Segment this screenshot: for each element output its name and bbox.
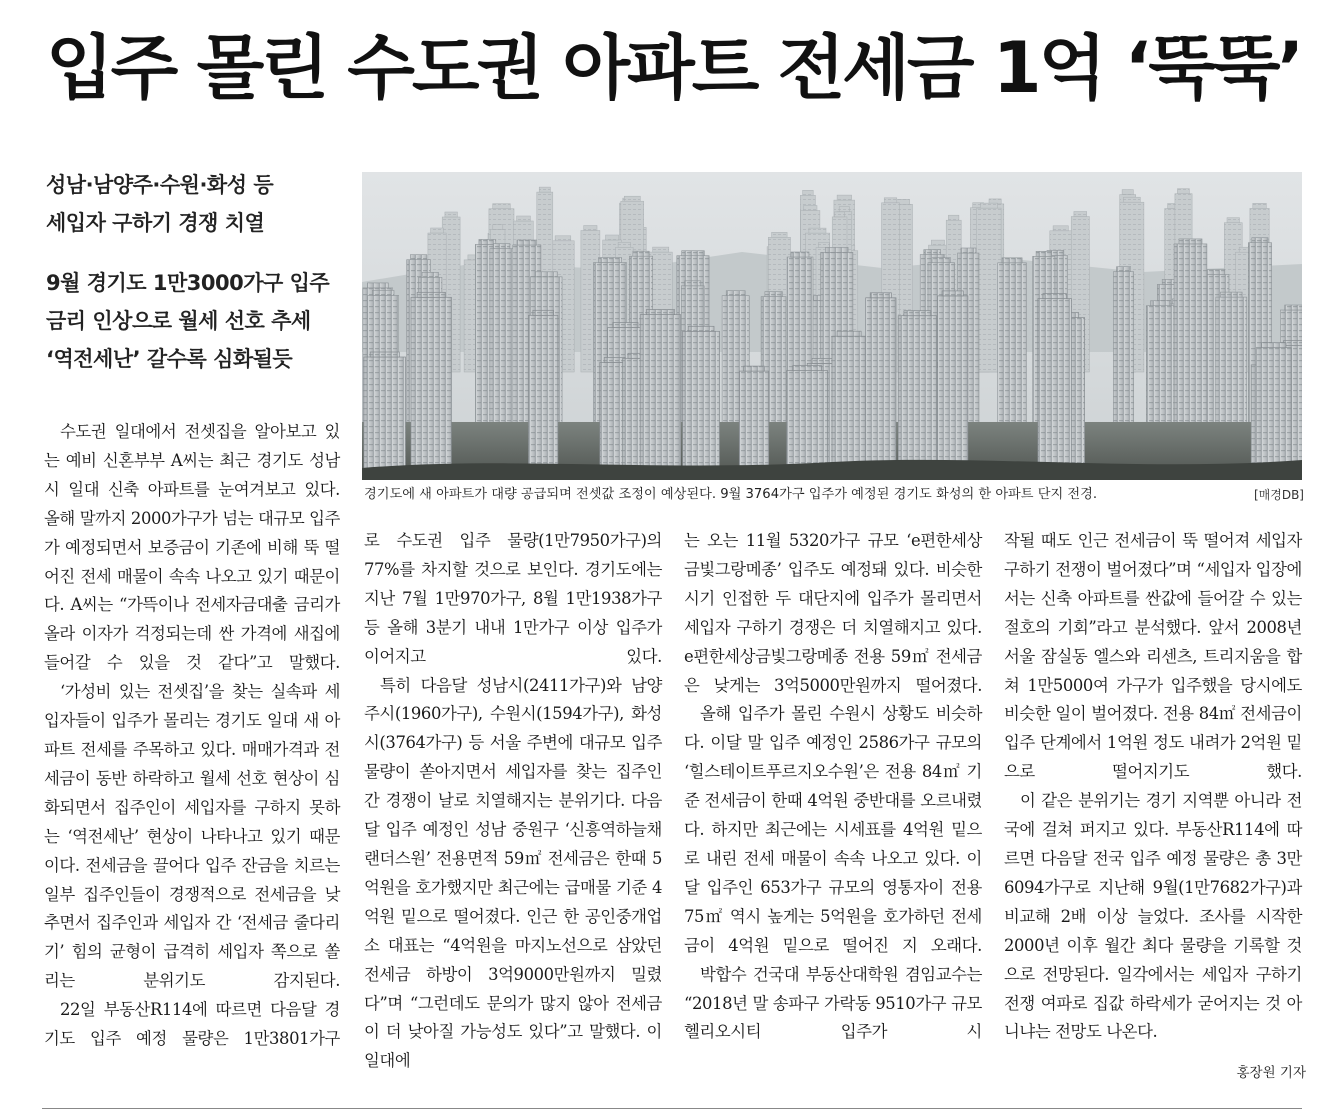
tower-roof bbox=[422, 272, 438, 277]
apartment-tower bbox=[490, 249, 514, 432]
apartment-tower bbox=[898, 316, 936, 472]
tower-roof bbox=[493, 225, 503, 230]
tower-roof bbox=[791, 252, 809, 257]
tower-roof bbox=[410, 255, 427, 260]
tower-roof bbox=[1122, 190, 1133, 195]
tower-roof bbox=[1179, 239, 1202, 244]
apartment-tower bbox=[640, 315, 680, 472]
tower-roof bbox=[804, 206, 818, 211]
tower-roof bbox=[624, 196, 640, 201]
tower-roof bbox=[372, 290, 394, 295]
paragraph: 22일 부동산R114에 따르면 다음달 경기도 입주 예정 물량은 1만3801가구 bbox=[44, 1000, 340, 1049]
tower-roof bbox=[1117, 267, 1131, 272]
tower-roof bbox=[1002, 258, 1022, 263]
tower-roof bbox=[932, 258, 951, 263]
tower-roof bbox=[445, 212, 458, 217]
paragraph: 올해 입주가 몰린 수원시 상황도 비슷하다. 이달 말 입주 예정인 2586가구 규모의 ‘힐스테이트푸르지오수원’은 전용 84㎡ 기준 전세금이 한때 4억원 중반대를 오르내렸다. 하지만 최근에는 시세표를 4억원 밑으로 내린 전세 매물이 속속 나오고 있다. 이달 입주인 653가구 규모의 영통자이 전용 75㎡ 역시 높게는 5억원을 호가하던 전세금이 4억원 밑으로 떨어진 지 오래다. bbox=[684, 704, 982, 955]
subhead-line: ‘역전세난’ 갈수록 심화될듯 bbox=[46, 347, 293, 371]
tower-roof bbox=[772, 232, 788, 237]
tower-roof bbox=[1262, 343, 1287, 348]
apartment-tower bbox=[364, 357, 406, 472]
tower-roof bbox=[539, 187, 550, 192]
tower-roof bbox=[904, 311, 931, 316]
tower-roof bbox=[604, 358, 625, 363]
tower-roof bbox=[646, 310, 674, 315]
tower-roof bbox=[931, 240, 944, 245]
apartment-tower bbox=[1113, 272, 1133, 432]
tower-roof bbox=[367, 283, 388, 288]
tower-roof bbox=[517, 216, 531, 221]
tower-roof bbox=[744, 366, 765, 371]
article-column-2 bbox=[364, 527, 662, 1076]
tower-roof bbox=[606, 235, 619, 240]
tower-roof bbox=[837, 195, 852, 200]
tower-roof bbox=[618, 242, 630, 247]
tower-roof bbox=[653, 247, 669, 252]
subhead-line: 세입자 구하기 경쟁 치열 bbox=[46, 211, 265, 235]
tower-roof bbox=[613, 323, 638, 328]
paragraph: 이 같은 분위기는 경기 지역뿐 아니라 전국에 걸쳐 퍼지고 있다. 부동산R114에 따르면 다음달 전국 입주 예정 물량은 총 3만6094가구로 지난해 9월(1만7682가구)과 비교해 2배 이상 늘었다. 조사를 시작한 2000년 이후 월간 최다 물량을 기록할 것으로 전망된다. 일각에서는 세입자 구하기 전쟁 여파로 집값 하락세가 굳어지는 것 아니냐는 전망도 나온다. bbox=[1004, 791, 1302, 1042]
tower-roof bbox=[809, 228, 826, 233]
tower-roof bbox=[812, 358, 835, 363]
tower-roof bbox=[1053, 226, 1068, 231]
subheads bbox=[46, 166, 346, 378]
tower-roof bbox=[924, 250, 941, 255]
tower-roof bbox=[1036, 251, 1052, 256]
tower-roof bbox=[1123, 197, 1140, 202]
article-column-3 bbox=[684, 527, 982, 1047]
subhead-line: 성남·남양주·수원·화성 등 bbox=[46, 173, 274, 197]
tower-roof bbox=[793, 366, 822, 371]
subhead-line: 9월 경기도 1만3000가구 입주 bbox=[46, 271, 330, 295]
article-column-1 bbox=[44, 418, 340, 1054]
paragraph: 수도권 일대에서 전셋집을 알아보고 있는 예비 신혼부부 A씨는 최근 경기도 성남시 일대 신축 아파트를 눈여겨보고 있다. 올해 말까지 2000가구가 넘는 대규모 입주가 예정되면서 보증금이 기존에 비해 뚝 떨어진 전세 매물이 속속 나오고 있기 때문이다. A씨는 “가뜩이나 전세자금대출 금리가 올라 이자가 걱정되는데 싼 가격에 새집에 들어갈 수 있을 것 같다”고 말했다. bbox=[44, 422, 340, 673]
tower-roof bbox=[803, 190, 814, 195]
tower-roof bbox=[726, 291, 745, 296]
tower-roof bbox=[535, 272, 557, 277]
apartment-complex-photo bbox=[362, 172, 1302, 480]
apartment-tower bbox=[529, 315, 558, 472]
tower-roof bbox=[1253, 203, 1267, 208]
apartment-tower bbox=[938, 296, 968, 472]
tower-roof bbox=[1074, 212, 1087, 217]
caption-text: 경기도에 새 아파트가 대량 공급되며 전셋값 조정이 예상된다. 9월 3764가구 입주가 예정된 경기도 화성의 한 아파트 단지 전경. bbox=[364, 487, 1098, 502]
apartment-tower bbox=[739, 371, 768, 472]
tower-roof bbox=[1252, 238, 1268, 243]
paragraph: 특히 다음달 성남시(2411가구)와 남양주시(1960가구), 수원시(1594가구), 화성시(3764가구) 등 서울 주변에 대규모 입주 물량이 쏟아지면서 세입자를 찾는 집주인 간 경쟁이 날로 치열해지는 분위기다. 다음달 입주 예정인 성남 중원구 ‘신흥역하늘채랜더스원’ 전용면적 59㎡ 전세금은 한때 5억원을 호가했지만 최근에는 급매물 기준 4억원 밑으로 떨어졌다. 인근 한 공인중개업소 대표는 “4억원을 마지노선으로 삼았던 전세금 하방이 3억9000만원까지 밀렸다”며 “그런데도 문의가 많지 않아 전세금이 더 낮아질 가능성도 있다”고 말했다. 이 일대에 bbox=[364, 675, 662, 1071]
tower-roof bbox=[980, 203, 997, 208]
tower-roof bbox=[688, 326, 714, 331]
paragraph: 박합수 건국대 부동산대학원 겸임교수는 “2018년 말 송파구 가락동 9510가구 규모 헬리오시티 입주가 시 bbox=[684, 964, 982, 1042]
tower-roof bbox=[948, 215, 959, 220]
paragraph: ‘가성비 있는 전셋집’을 찾는 실속파 세입자들이 입주가 몰리는 경기도 일대 새 아파트 전세를 주목하고 있다. 매매가격과 전세금이 동반 하락하고 월세 선호 현상이 심화되면서 집주인이 세입자를 구하지 못하는 ‘역전세난’ 현상이 나타나고 있기 때문이다. 전세금을 끌어다 입주 잔금을 치르는 일부 집주인들이 경쟁적으로 전세금을 낮추면서 집주인과 세입자 간 ‘전세금 줄다리기’ 힘의 균형이 급격히 세입자 쪽으로 쏠리는 분위기도 감지된다. bbox=[44, 682, 340, 991]
tower-roof bbox=[834, 212, 844, 217]
tower-roof bbox=[417, 292, 445, 297]
tower-roof bbox=[839, 207, 849, 212]
tower-roof bbox=[1177, 189, 1189, 194]
tower-roof bbox=[599, 258, 622, 263]
tower-roof bbox=[961, 248, 976, 253]
tower-roof bbox=[818, 243, 829, 248]
photo-credit: [매경DB] bbox=[1253, 488, 1304, 502]
apartment-tower bbox=[1174, 244, 1207, 432]
paragraph: 로 수도권 입주 물량(1만7950가구)의 77%를 차지할 것으로 보인다. 경기도에는 지난 7월 1만970가구, 8월 1만1938가구 등 올해 3분기 내내 1만가구 이상 입주가 이어지고 있다. bbox=[364, 531, 662, 666]
apartment-tower bbox=[1146, 306, 1174, 432]
apartment-tower bbox=[866, 298, 896, 472]
news-photo bbox=[362, 172, 1302, 480]
tower-roof bbox=[884, 198, 897, 203]
apartment-tower bbox=[832, 336, 866, 472]
headline: 입주 몰린 수도권 아파트 전세금 1억 ‘뚝뚝’ bbox=[46, 27, 1302, 109]
byline: 홍장원 기자 bbox=[1236, 1065, 1306, 1081]
article-column-4 bbox=[1004, 527, 1302, 1047]
tower-roof bbox=[493, 204, 511, 209]
tower-roof bbox=[1151, 301, 1170, 306]
apartment-tower bbox=[1038, 299, 1072, 472]
tower-roof bbox=[633, 251, 649, 256]
tower-roof bbox=[431, 228, 444, 233]
subhead-line: 금리 인상으로 월세 선호 추세 bbox=[46, 309, 311, 333]
apartment-tower bbox=[787, 371, 828, 472]
tower-roof bbox=[1206, 270, 1225, 275]
tower-roof bbox=[826, 247, 849, 252]
tower-roof bbox=[1285, 305, 1302, 310]
apartment-tower bbox=[998, 263, 1027, 432]
apartment-tower bbox=[411, 297, 451, 472]
apartment-tower bbox=[683, 331, 720, 472]
tower-roof bbox=[685, 281, 701, 286]
paragraph: 는 오는 11월 5320가구 규모 ‘e편한세상금빛그랑메종’ 입주도 예정돼 있다. 비슷한 시기 인접한 두 대단지에 입주가 몰리면서 세입자 구하기 경쟁은 더 치열해지고 있다. e편한세상금빛그랑메종 전용 59㎡ 전세금은 낮게는 3억5000만원까지 떨어졌다. bbox=[684, 531, 982, 695]
tower-roof bbox=[870, 293, 891, 298]
tower-roof bbox=[1043, 294, 1067, 299]
bottom-rule bbox=[42, 1108, 1302, 1109]
tower-roof bbox=[837, 331, 861, 336]
photo-caption bbox=[364, 486, 1304, 504]
tower-roof bbox=[493, 244, 510, 249]
tower-roof bbox=[682, 251, 705, 256]
tower-roof bbox=[584, 226, 597, 231]
apartment-tower bbox=[1256, 348, 1291, 472]
tower-roof bbox=[942, 291, 963, 296]
tower-roof bbox=[370, 352, 399, 357]
tower-roof bbox=[1227, 218, 1240, 223]
tower-roof bbox=[517, 240, 537, 245]
apartment-tower bbox=[1216, 297, 1247, 432]
paragraph: 작될 때도 인근 전세금이 뚝 떨어져 세입자 구하기 전쟁이 벌어졌다”며 “세입자 입장에서는 신축 아파트를 싼값에 들어갈 수 있는 절호의 기회”라고 분석했다. 앞서 2008년 서울 잠실동 엘스와 리센츠, 트리지움을 합쳐 1만5000여 가구가 입주했을 당시에도 비슷한 일이 벌어졌다. 전용 84㎡ 전세금이 입주 단계에서 1억원 정도 내려가 2억원 밑으로 떨어지기도 했다. bbox=[1004, 531, 1302, 782]
tower-roof bbox=[555, 236, 571, 241]
tower-roof bbox=[533, 310, 554, 315]
tower-roof bbox=[765, 292, 782, 297]
tower-roof bbox=[1220, 292, 1242, 297]
